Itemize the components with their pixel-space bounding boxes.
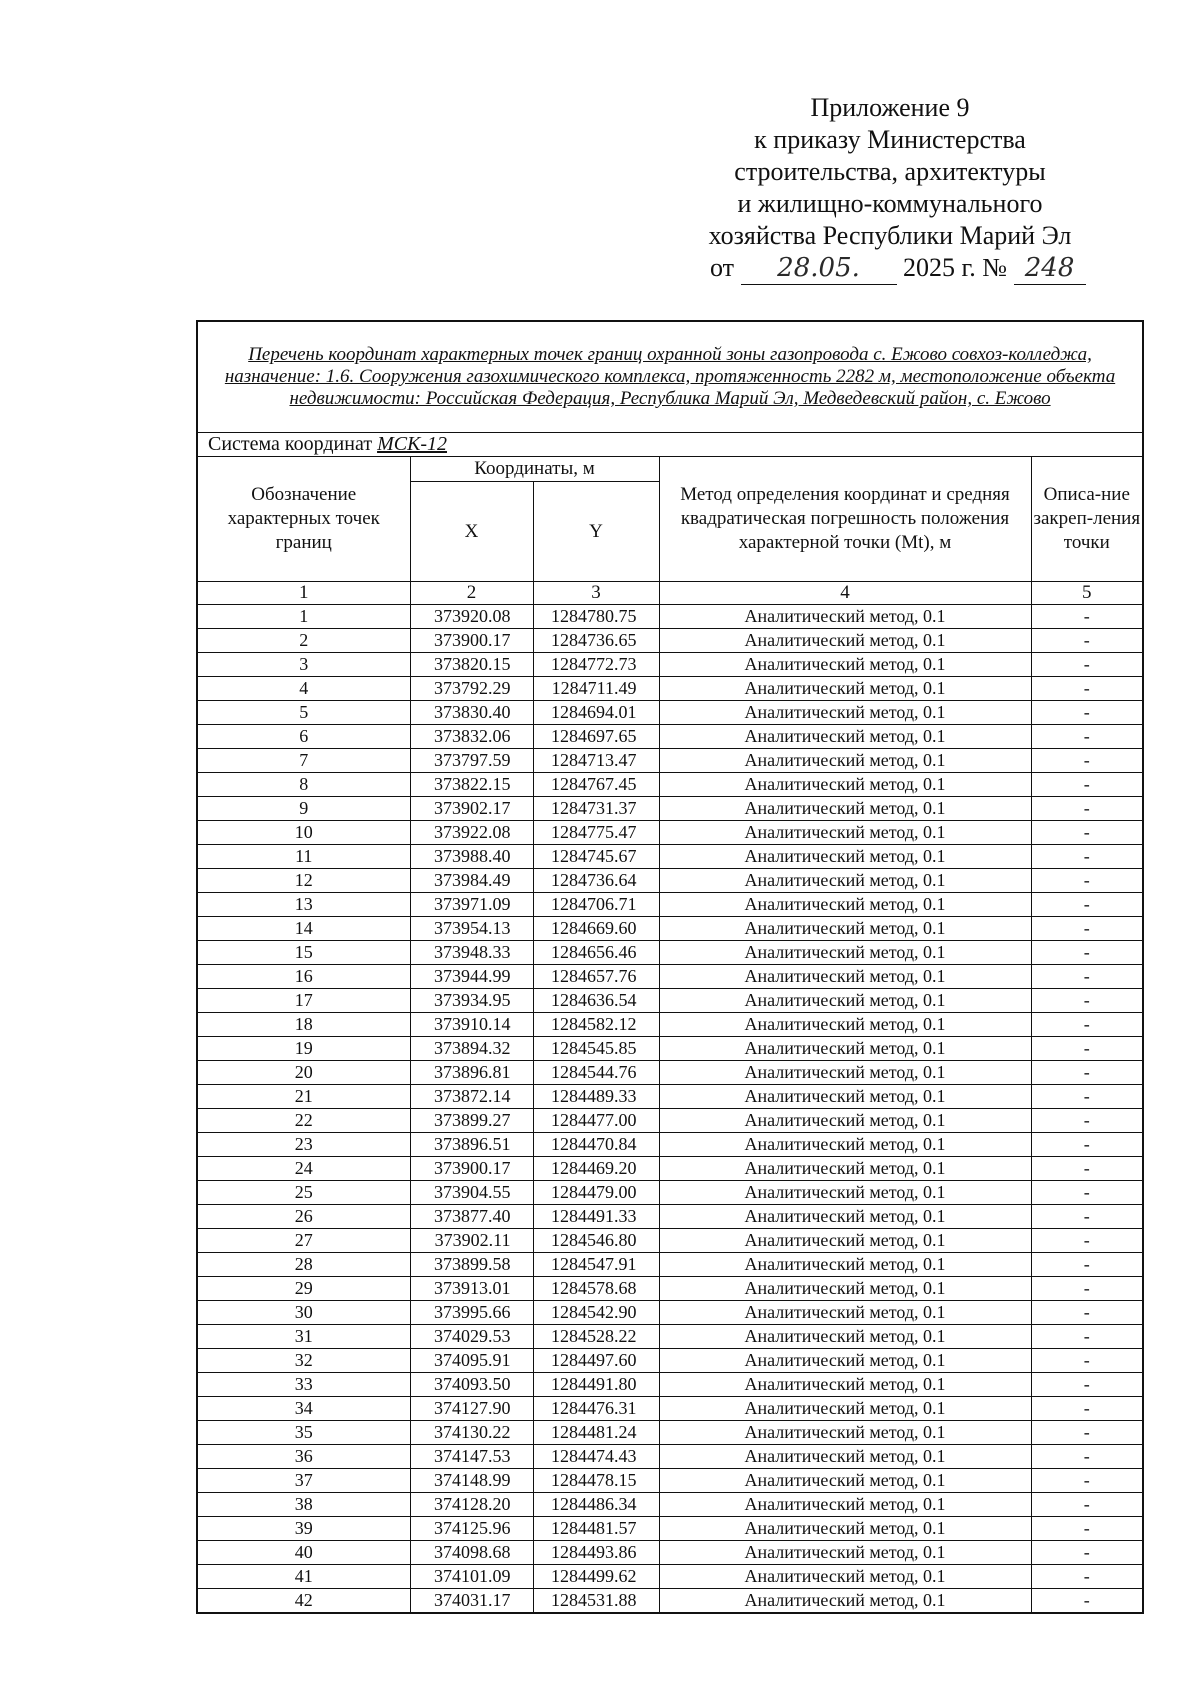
point-number: 34 bbox=[197, 1397, 410, 1421]
fixation-description: - bbox=[1031, 1061, 1143, 1085]
coordinate-system-value: МСК-12 bbox=[377, 433, 448, 455]
y-coordinate: 1284469.20 bbox=[533, 1157, 659, 1181]
x-coordinate: 374031.17 bbox=[410, 1589, 533, 1614]
table-row bbox=[197, 1277, 1143, 1301]
x-coordinate: 373904.55 bbox=[410, 1181, 533, 1205]
point-number: 4 bbox=[197, 677, 410, 701]
method-cell: Аналитический метод, 0.1 bbox=[659, 1013, 1031, 1037]
y-coordinate: 1284713.47 bbox=[533, 749, 659, 773]
point-number: 29 bbox=[197, 1277, 410, 1301]
table-row bbox=[197, 749, 1143, 773]
x-coordinate: 374093.50 bbox=[410, 1373, 533, 1397]
method-cell: Аналитический метод, 0.1 bbox=[659, 989, 1031, 1013]
fixation-description: - bbox=[1031, 821, 1143, 845]
method-cell: Аналитический метод, 0.1 bbox=[659, 1181, 1031, 1205]
x-coordinate: 373971.09 bbox=[410, 893, 533, 917]
method-cell: Аналитический метод, 0.1 bbox=[659, 941, 1031, 965]
point-number: 12 bbox=[197, 869, 410, 893]
table-row bbox=[197, 941, 1143, 965]
table-row bbox=[197, 629, 1143, 653]
fixation-description: - bbox=[1031, 1085, 1143, 1109]
table-row bbox=[197, 797, 1143, 821]
method-cell: Аналитический метод, 0.1 bbox=[659, 1205, 1031, 1229]
table-row bbox=[197, 1157, 1143, 1181]
x-coordinate: 373988.40 bbox=[410, 845, 533, 869]
y-coordinate: 1284780.75 bbox=[533, 605, 659, 629]
x-coordinate: 373792.29 bbox=[410, 677, 533, 701]
point-number: 20 bbox=[197, 1061, 410, 1085]
point-number: 9 bbox=[197, 797, 410, 821]
point-number: 14 bbox=[197, 917, 410, 941]
method-cell: Аналитический метод, 0.1 bbox=[659, 1229, 1031, 1253]
x-coordinate: 373872.14 bbox=[410, 1085, 533, 1109]
y-coordinate: 1284656.46 bbox=[533, 941, 659, 965]
method-cell: Аналитический метод, 0.1 bbox=[659, 965, 1031, 989]
point-number: 32 bbox=[197, 1349, 410, 1373]
y-coordinate: 1284493.86 bbox=[533, 1541, 659, 1565]
y-coordinate: 1284546.80 bbox=[533, 1229, 659, 1253]
table-row bbox=[197, 1181, 1143, 1205]
fixation-description: - bbox=[1031, 1469, 1143, 1493]
point-number: 24 bbox=[197, 1157, 410, 1181]
method-cell: Аналитический метод, 0.1 bbox=[659, 773, 1031, 797]
x-coordinate: 373934.95 bbox=[410, 989, 533, 1013]
y-coordinate: 1284694.01 bbox=[533, 701, 659, 725]
point-number: 7 bbox=[197, 749, 410, 773]
table-row bbox=[197, 1253, 1143, 1277]
x-coordinate: 373899.27 bbox=[410, 1109, 533, 1133]
x-coordinate: 373995.66 bbox=[410, 1301, 533, 1325]
fixation-description: - bbox=[1031, 893, 1143, 917]
method-cell: Аналитический метод, 0.1 bbox=[659, 797, 1031, 821]
y-coordinate: 1284582.12 bbox=[533, 1013, 659, 1037]
table-row bbox=[197, 869, 1143, 893]
y-coordinate: 1284767.45 bbox=[533, 773, 659, 797]
x-coordinate: 373900.17 bbox=[410, 1157, 533, 1181]
method-cell: Аналитический метод, 0.1 bbox=[659, 1565, 1031, 1589]
y-coordinate: 1284491.33 bbox=[533, 1205, 659, 1229]
fixation-description: - bbox=[1031, 1493, 1143, 1517]
method-cell: Аналитический метод, 0.1 bbox=[659, 1445, 1031, 1469]
ministry-line-2: и жилищно-коммунального bbox=[737, 189, 1043, 218]
fixation-description: - bbox=[1031, 1205, 1143, 1229]
point-number: 13 bbox=[197, 893, 410, 917]
column-number-row bbox=[197, 582, 1143, 605]
fixation-description: - bbox=[1031, 1445, 1143, 1469]
table-row bbox=[197, 917, 1143, 941]
table-row bbox=[197, 1541, 1143, 1565]
fixation-description: - bbox=[1031, 1229, 1143, 1253]
y-coordinate: 1284474.43 bbox=[533, 1445, 659, 1469]
x-coordinate: 374098.68 bbox=[410, 1541, 533, 1565]
table-row bbox=[197, 1589, 1143, 1614]
fixation-description: - bbox=[1031, 749, 1143, 773]
y-coordinate: 1284489.33 bbox=[533, 1085, 659, 1109]
coordinates-table bbox=[196, 320, 1144, 1614]
y-coordinate: 1284544.76 bbox=[533, 1061, 659, 1085]
y-coordinate: 1284545.85 bbox=[533, 1037, 659, 1061]
fixation-description: - bbox=[1031, 677, 1143, 701]
x-coordinate: 374101.09 bbox=[410, 1565, 533, 1589]
y-coordinate: 1284470.84 bbox=[533, 1133, 659, 1157]
y-coordinate: 1284772.73 bbox=[533, 653, 659, 677]
y-coordinate: 1284476.31 bbox=[533, 1397, 659, 1421]
x-coordinate: 374125.96 bbox=[410, 1517, 533, 1541]
table-row bbox=[197, 653, 1143, 677]
point-number: 6 bbox=[197, 725, 410, 749]
x-coordinate: 373910.14 bbox=[410, 1013, 533, 1037]
x-coordinate: 373922.08 bbox=[410, 821, 533, 845]
fixation-description: - bbox=[1031, 629, 1143, 653]
method-cell: Аналитический метод, 0.1 bbox=[659, 893, 1031, 917]
point-number: 23 bbox=[197, 1133, 410, 1157]
x-coordinate: 374148.99 bbox=[410, 1469, 533, 1493]
method-cell: Аналитический метод, 0.1 bbox=[659, 1373, 1031, 1397]
y-coordinate: 1284481.57 bbox=[533, 1517, 659, 1541]
table-row bbox=[197, 1373, 1143, 1397]
method-cell: Аналитический метод, 0.1 bbox=[659, 701, 1031, 725]
table-row bbox=[197, 701, 1143, 725]
ministry-line: строительства, архитектуры bbox=[734, 157, 1046, 186]
fixation-description: - bbox=[1031, 1421, 1143, 1445]
y-coordinate: 1284477.00 bbox=[533, 1109, 659, 1133]
x-coordinate: 373984.49 bbox=[410, 869, 533, 893]
point-number: 28 bbox=[197, 1253, 410, 1277]
table-body bbox=[197, 605, 1143, 1614]
fixation-description: - bbox=[1031, 1013, 1143, 1037]
order-line: к приказу Министерства bbox=[754, 125, 1026, 154]
method-cell: Аналитический метод, 0.1 bbox=[659, 1157, 1031, 1181]
y-coordinate: 1284657.76 bbox=[533, 965, 659, 989]
x-coordinate: 374029.53 bbox=[410, 1325, 533, 1349]
method-cell: Аналитический метод, 0.1 bbox=[659, 821, 1031, 845]
y-coordinate: 1284697.65 bbox=[533, 725, 659, 749]
handwritten-date: 28.05. bbox=[741, 252, 897, 285]
y-coordinate: 1284531.88 bbox=[533, 1589, 659, 1614]
point-number: 19 bbox=[197, 1037, 410, 1061]
ministry-line-3: хозяйства Республики Марий Эл bbox=[708, 221, 1072, 250]
method-cell: Аналитический метод, 0.1 bbox=[659, 1037, 1031, 1061]
table-row bbox=[197, 1205, 1143, 1229]
fixation-description: - bbox=[1031, 1133, 1143, 1157]
fixation-description: - bbox=[1031, 1373, 1143, 1397]
method-cell: Аналитический метод, 0.1 bbox=[659, 1397, 1031, 1421]
method-cell: Аналитический метод, 0.1 bbox=[659, 1301, 1031, 1325]
col-number: 3 bbox=[533, 582, 659, 605]
method-cell: Аналитический метод, 0.1 bbox=[659, 1085, 1031, 1109]
point-number: 3 bbox=[197, 653, 410, 677]
year-label: 2025 г. № bbox=[903, 253, 1008, 282]
table-row bbox=[197, 1421, 1143, 1445]
x-coordinate: 373948.33 bbox=[410, 941, 533, 965]
fixation-description: - bbox=[1031, 1325, 1143, 1349]
fixation-description: - bbox=[1031, 797, 1143, 821]
col-number: 1 bbox=[197, 582, 410, 605]
coordinate-system bbox=[197, 433, 1143, 457]
method-cell: Аналитический метод, 0.1 bbox=[659, 725, 1031, 749]
method-cell: Аналитический метод, 0.1 bbox=[659, 1253, 1031, 1277]
coordinate-system-label: Система координат bbox=[208, 433, 373, 455]
table-row bbox=[197, 1229, 1143, 1253]
order-date-line bbox=[680, 252, 1100, 285]
fixation-description: - bbox=[1031, 845, 1143, 869]
x-coordinate: 373899.58 bbox=[410, 1253, 533, 1277]
fixation-description: - bbox=[1031, 1397, 1143, 1421]
x-coordinate: 373900.17 bbox=[410, 629, 533, 653]
point-number: 37 bbox=[197, 1469, 410, 1493]
col-header-y: Y bbox=[533, 482, 659, 582]
table-row bbox=[197, 1301, 1143, 1325]
fixation-description: - bbox=[1031, 989, 1143, 1013]
x-coordinate: 373902.17 bbox=[410, 797, 533, 821]
method-cell: Аналитический метод, 0.1 bbox=[659, 1493, 1031, 1517]
point-number: 39 bbox=[197, 1517, 410, 1541]
method-cell: Аналитический метод, 0.1 bbox=[659, 1517, 1031, 1541]
table-title: Перечень координат характерных точек границ охранной зоны газопровода с. Ежово совхоз-колледжа, назначение: 1.6. Сооружения газохимического комплекса, протяженность 2282 м, местоположение объекта недвижимости: Российская Федерация, Республика Марий Эл, Медведевский район, с. Ежово bbox=[197, 321, 1143, 433]
point-number: 8 bbox=[197, 773, 410, 797]
table-row bbox=[197, 1469, 1143, 1493]
point-number: 17 bbox=[197, 989, 410, 1013]
point-number: 22 bbox=[197, 1109, 410, 1133]
method-cell: Аналитический метод, 0.1 bbox=[659, 605, 1031, 629]
table-row bbox=[197, 1325, 1143, 1349]
method-cell: Аналитический метод, 0.1 bbox=[659, 1133, 1031, 1157]
fixation-description: - bbox=[1031, 1565, 1143, 1589]
from-label: от bbox=[710, 253, 735, 282]
point-number: 30 bbox=[197, 1301, 410, 1325]
fixation-description: - bbox=[1031, 917, 1143, 941]
y-coordinate: 1284731.37 bbox=[533, 797, 659, 821]
point-number: 42 bbox=[197, 1589, 410, 1614]
x-coordinate: 373920.08 bbox=[410, 605, 533, 629]
point-number: 31 bbox=[197, 1325, 410, 1349]
fixation-description: - bbox=[1031, 941, 1143, 965]
point-number: 25 bbox=[197, 1181, 410, 1205]
point-number: 21 bbox=[197, 1085, 410, 1109]
method-cell: Аналитический метод, 0.1 bbox=[659, 1541, 1031, 1565]
x-coordinate: 373913.01 bbox=[410, 1277, 533, 1301]
col-number: 5 bbox=[1031, 582, 1143, 605]
table-row bbox=[197, 965, 1143, 989]
x-coordinate: 373896.51 bbox=[410, 1133, 533, 1157]
method-cell: Аналитический метод, 0.1 bbox=[659, 869, 1031, 893]
method-cell: Аналитический метод, 0.1 bbox=[659, 1349, 1031, 1373]
y-coordinate: 1284486.34 bbox=[533, 1493, 659, 1517]
method-cell: Аналитический метод, 0.1 bbox=[659, 1589, 1031, 1614]
fixation-description: - bbox=[1031, 1517, 1143, 1541]
fixation-description: - bbox=[1031, 773, 1143, 797]
fixation-description: - bbox=[1031, 1349, 1143, 1373]
table-row bbox=[197, 1445, 1143, 1469]
fixation-description: - bbox=[1031, 1589, 1143, 1614]
method-cell: Аналитический метод, 0.1 bbox=[659, 917, 1031, 941]
point-number: 33 bbox=[197, 1373, 410, 1397]
y-coordinate: 1284528.22 bbox=[533, 1325, 659, 1349]
point-number: 38 bbox=[197, 1493, 410, 1517]
y-coordinate: 1284745.67 bbox=[533, 845, 659, 869]
fixation-description: - bbox=[1031, 725, 1143, 749]
y-coordinate: 1284711.49 bbox=[533, 677, 659, 701]
y-coordinate: 1284669.60 bbox=[533, 917, 659, 941]
table-row bbox=[197, 1013, 1143, 1037]
point-number: 26 bbox=[197, 1205, 410, 1229]
fixation-description: - bbox=[1031, 1253, 1143, 1277]
fixation-description: - bbox=[1031, 1157, 1143, 1181]
table-row bbox=[197, 845, 1143, 869]
fixation-description: - bbox=[1031, 1301, 1143, 1325]
fixation-description: - bbox=[1031, 869, 1143, 893]
point-number: 18 bbox=[197, 1013, 410, 1037]
point-number: 40 bbox=[197, 1541, 410, 1565]
x-coordinate: 374127.90 bbox=[410, 1397, 533, 1421]
y-coordinate: 1284736.65 bbox=[533, 629, 659, 653]
x-coordinate: 374130.22 bbox=[410, 1421, 533, 1445]
table-row bbox=[197, 725, 1143, 749]
col-header-method: Метод определения координат и средняя квадратическая погрешность положения характерной точки (Mt), м bbox=[659, 457, 1031, 582]
table-row bbox=[197, 1493, 1143, 1517]
x-coordinate: 373820.15 bbox=[410, 653, 533, 677]
col-header-x: X bbox=[410, 482, 533, 582]
fixation-description: - bbox=[1031, 1037, 1143, 1061]
y-coordinate: 1284775.47 bbox=[533, 821, 659, 845]
table-row bbox=[197, 821, 1143, 845]
point-number: 1 bbox=[197, 605, 410, 629]
table-row bbox=[197, 1061, 1143, 1085]
x-coordinate: 373797.59 bbox=[410, 749, 533, 773]
table-row bbox=[197, 893, 1143, 917]
method-cell: Аналитический метод, 0.1 bbox=[659, 1277, 1031, 1301]
fixation-description: - bbox=[1031, 1109, 1143, 1133]
x-coordinate: 373954.13 bbox=[410, 917, 533, 941]
table-row bbox=[197, 1037, 1143, 1061]
y-coordinate: 1284499.62 bbox=[533, 1565, 659, 1589]
fixation-description: - bbox=[1031, 605, 1143, 629]
y-coordinate: 1284491.80 bbox=[533, 1373, 659, 1397]
x-coordinate: 374095.91 bbox=[410, 1349, 533, 1373]
y-coordinate: 1284497.60 bbox=[533, 1349, 659, 1373]
col-header-desc: Описа-ние закреп-ления точки bbox=[1031, 457, 1143, 582]
point-number: 41 bbox=[197, 1565, 410, 1589]
x-coordinate: 373944.99 bbox=[410, 965, 533, 989]
handwritten-number: 248 bbox=[1014, 252, 1086, 285]
fixation-description: - bbox=[1031, 1277, 1143, 1301]
method-cell: Аналитический метод, 0.1 bbox=[659, 653, 1031, 677]
y-coordinate: 1284636.54 bbox=[533, 989, 659, 1013]
table-row bbox=[197, 1565, 1143, 1589]
method-cell: Аналитический метод, 0.1 bbox=[659, 845, 1031, 869]
table-row bbox=[197, 1517, 1143, 1541]
col-number: 2 bbox=[410, 582, 533, 605]
col-number: 4 bbox=[659, 582, 1031, 605]
x-coordinate: 373902.11 bbox=[410, 1229, 533, 1253]
y-coordinate: 1284578.68 bbox=[533, 1277, 659, 1301]
y-coordinate: 1284542.90 bbox=[533, 1301, 659, 1325]
x-coordinate: 373832.06 bbox=[410, 725, 533, 749]
point-number: 16 bbox=[197, 965, 410, 989]
table-row bbox=[197, 773, 1143, 797]
method-cell: Аналитический метод, 0.1 bbox=[659, 1421, 1031, 1445]
fixation-description: - bbox=[1031, 1181, 1143, 1205]
point-number: 15 bbox=[197, 941, 410, 965]
table-row bbox=[197, 1109, 1143, 1133]
y-coordinate: 1284481.24 bbox=[533, 1421, 659, 1445]
x-coordinate: 373896.81 bbox=[410, 1061, 533, 1085]
method-cell: Аналитический метод, 0.1 bbox=[659, 749, 1031, 773]
table-row bbox=[197, 677, 1143, 701]
y-coordinate: 1284478.15 bbox=[533, 1469, 659, 1493]
table-row bbox=[197, 1133, 1143, 1157]
y-coordinate: 1284706.71 bbox=[533, 893, 659, 917]
col-header-coords: Координаты, м bbox=[410, 457, 659, 482]
fixation-description: - bbox=[1031, 965, 1143, 989]
method-cell: Аналитический метод, 0.1 bbox=[659, 1325, 1031, 1349]
x-coordinate: 373830.40 bbox=[410, 701, 533, 725]
col-header-point: Обозначение характерных точек границ bbox=[197, 457, 410, 582]
x-coordinate: 373877.40 bbox=[410, 1205, 533, 1229]
x-coordinate: 373894.32 bbox=[410, 1037, 533, 1061]
point-number: 11 bbox=[197, 845, 410, 869]
point-number: 10 bbox=[197, 821, 410, 845]
y-coordinate: 1284479.00 bbox=[533, 1181, 659, 1205]
y-coordinate: 1284736.64 bbox=[533, 869, 659, 893]
fixation-description: - bbox=[1031, 701, 1143, 725]
x-coordinate: 373822.15 bbox=[410, 773, 533, 797]
table-row bbox=[197, 1349, 1143, 1373]
method-cell: Аналитический метод, 0.1 bbox=[659, 1061, 1031, 1085]
fixation-description: - bbox=[1031, 1541, 1143, 1565]
method-cell: Аналитический метод, 0.1 bbox=[659, 677, 1031, 701]
point-number: 5 bbox=[197, 701, 410, 725]
point-number: 35 bbox=[197, 1421, 410, 1445]
method-cell: Аналитический метод, 0.1 bbox=[659, 629, 1031, 653]
table-row bbox=[197, 989, 1143, 1013]
table-row bbox=[197, 605, 1143, 629]
table-row bbox=[197, 1397, 1143, 1421]
point-number: 2 bbox=[197, 629, 410, 653]
table-row bbox=[197, 1085, 1143, 1109]
appendix-title: Приложение 9 bbox=[810, 93, 970, 122]
fixation-description: - bbox=[1031, 653, 1143, 677]
method-cell: Аналитический метод, 0.1 bbox=[659, 1109, 1031, 1133]
point-number: 36 bbox=[197, 1445, 410, 1469]
y-coordinate: 1284547.91 bbox=[533, 1253, 659, 1277]
x-coordinate: 374128.20 bbox=[410, 1493, 533, 1517]
x-coordinate: 374147.53 bbox=[410, 1445, 533, 1469]
appendix-header bbox=[680, 92, 1100, 285]
method-cell: Аналитический метод, 0.1 bbox=[659, 1469, 1031, 1493]
point-number: 27 bbox=[197, 1229, 410, 1253]
